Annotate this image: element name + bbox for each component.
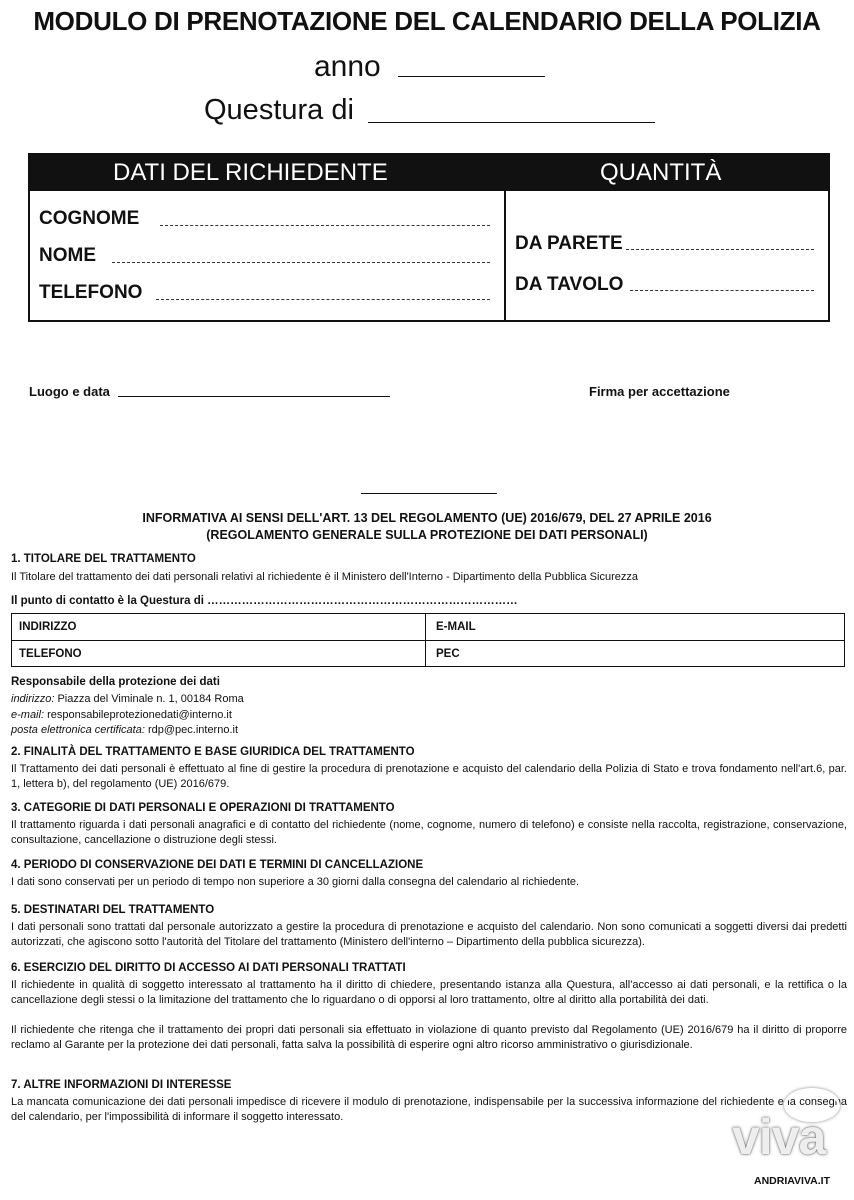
dpo-heading: Responsabile della protezione dei dati	[11, 676, 220, 688]
wall-calendar-label: DA PARETE	[515, 233, 623, 254]
section-1-heading: 1. TITOLARE DEL TRATTAMENTO	[11, 553, 196, 565]
watermark-brand: viva	[732, 1109, 826, 1165]
applicant-data-box	[28, 153, 830, 322]
contact-point-label: Il punto di contatto è la Questura di ………………………………………………………………………	[11, 595, 518, 607]
section-1-text: Il Titolare del trattamento dei dati personali relativi al richiedente è il Ministero dell'Interno - Dipartimento della Pubblica Sicurezza	[11, 571, 638, 583]
box-divider	[504, 191, 506, 320]
section-6-text-2: Il richiedente che ritenga che il trattamento dei propri dati personali sia effettuato in violazione di quanto previsto dal Regolamento (UE) 2016/679 ha il diritto di proporre reclamo al Garante per la protezione dei dati personali, fatta salva la possibilità di esperire ogni altro ricorso amministrativo o giurisdizionale.	[11, 1024, 847, 1051]
wall-calendar-qty-field[interactable]	[626, 249, 814, 250]
section-6-text-1: Il richiedente in qualità di soggetto interessato al trattamento ha il diritto di chiedere, presentando istanza alla Questura, all'accesso ai dati personali, e la rettifica o la cancellazione degli stessi o la limitazione del trattamento che lo riguardano o di opporsi al loro trattamento, oltre al diritto alla portabilità dei dati.	[11, 979, 847, 1006]
desk-calendar-qty-field[interactable]	[630, 290, 814, 291]
section-divider	[361, 493, 497, 494]
section-6-heading: 6. ESERCIZIO DEL DIRITTO DI ACCESSO AI DATI PERSONALI TRATTATI	[11, 962, 406, 974]
name-field[interactable]	[112, 262, 490, 263]
email-cell[interactable]: E-MAIL	[436, 621, 476, 633]
section-4-heading: 4. PERIODO DI CONSERVAZIONE DEI DATI E TERMINI DI CANCELLAZIONE	[11, 859, 424, 871]
watermark-site[interactable]: ANDRIAVIVA.IT	[740, 1172, 844, 1190]
year-input-line[interactable]	[398, 76, 545, 77]
section-5-text: I dati personali sono trattati dal personale autorizzato a gestire la procedura di prenotazione e acquisto del calendario. Non sono comunicati a soggetti diversi dai predetti autorizzati, che agiscono sotto l'autorità del Titolare del trattamento (Ministero dell'interno – Dipartimento della pubblica sicurezza).	[11, 921, 847, 948]
name-label: NOME	[39, 245, 96, 266]
phone-label: TELEFONO	[39, 282, 143, 303]
privacy-subtitle: (REGOLAMENTO GENERALE SULLA PROTEZIONE DEI DATI PERSONALI)	[206, 528, 648, 542]
phone-field[interactable]	[156, 299, 490, 300]
section-7-heading: 7. ALTRE INFORMAZIONI DI INTERESSE	[11, 1079, 232, 1091]
contact-table-row-divider	[12, 640, 844, 641]
form-title: MODULO DI PRENOTAZIONE DEL CALENDARIO DELLA POLIZIA	[33, 6, 821, 36]
place-date-label: Luogo e data	[29, 384, 110, 399]
dpo-pec-value[interactable]: rdp@pec.interno.it	[147, 724, 239, 736]
address-cell[interactable]: INDIRIZZO	[19, 621, 77, 633]
place-date-field[interactable]	[118, 396, 390, 397]
dpo-address-label: indirizzo:	[11, 693, 55, 705]
dpo-address-value: Piazza del Viminale n. 1, 00184 Roma	[57, 693, 244, 705]
year-label: anno	[314, 50, 381, 83]
dpo-email	[11, 708, 847, 723]
section-3-text: Il trattamento riguarda i dati personali anagrafici e di contatto del richiedente (nome, cognome, numero di telefono) e consiste nella raccolta, registrazione, conservazione, consultazione, cancellazione o distruzione degli stessi.	[11, 819, 847, 846]
dpo-pec	[11, 723, 847, 738]
pec-cell[interactable]: PEC	[436, 648, 460, 660]
surname-label: COGNOME	[39, 208, 140, 229]
acceptance-signature-label: Firma per accettazione	[589, 384, 730, 399]
dpo-pec-label: posta elettronica certificata:	[11, 724, 145, 736]
contact-table	[11, 613, 845, 667]
section-7-text: La mancata comunicazione dei dati personali impedisce di ricevere il modulo di prenotazione, indispensabile per la successiva informazione del richiedente e la consegna del calendario, per l'impossibilità di informare il soggetto interessato.	[11, 1096, 847, 1123]
section-4-text: I dati sono conservati per un periodo di tempo non superiore a 30 giorni dalla consegna del calendario al richiedente.	[11, 876, 580, 888]
applicant-data-heading: DATI DEL RICHIEDENTE	[113, 159, 388, 186]
section-5-heading: 5. DESTINATARI DEL TRATTAMENTO	[11, 904, 215, 916]
surname-field[interactable]	[160, 225, 490, 226]
desk-calendar-label: DA TAVOLO	[515, 274, 624, 295]
questura-label: Questura di	[204, 94, 354, 126]
quantity-heading: QUANTITÀ	[600, 159, 722, 186]
questura-input-line[interactable]	[368, 122, 655, 123]
contact-table-col-divider	[425, 614, 426, 666]
section-2-text: Il Trattamento dei dati personali è effettuato al fine di gestire la procedura di prenotazione e acquisto del calendario della Polizia di Stato e trova fondamento nell'art.6, par. 1, lettera b), del regolamento (UE) 2016/679.	[11, 763, 847, 790]
viva-watermark-logo[interactable]	[728, 1088, 848, 1194]
phone-cell[interactable]: TELEFONO	[19, 648, 82, 660]
dpo-email-value[interactable]: responsabileprotezionedati@interno.it	[47, 709, 232, 721]
privacy-title: INFORMATIVA AI SENSI DELL'ART. 13 DEL REGOLAMENTO (UE) 2016/679, DEL 27 APRILE 2016	[142, 511, 712, 525]
section-3-heading: 3. CATEGORIE DI DATI PERSONALI E OPERAZIONI DI TRATTAMENTO	[11, 802, 395, 814]
box-header	[30, 155, 828, 191]
section-2-heading: 2. FINALITÀ DEL TRATTAMENTO E BASE GIURIDICA DEL TRATTAMENTO	[11, 746, 415, 758]
dpo-email-label: e-mail:	[11, 709, 45, 721]
dpo-address	[11, 692, 847, 707]
